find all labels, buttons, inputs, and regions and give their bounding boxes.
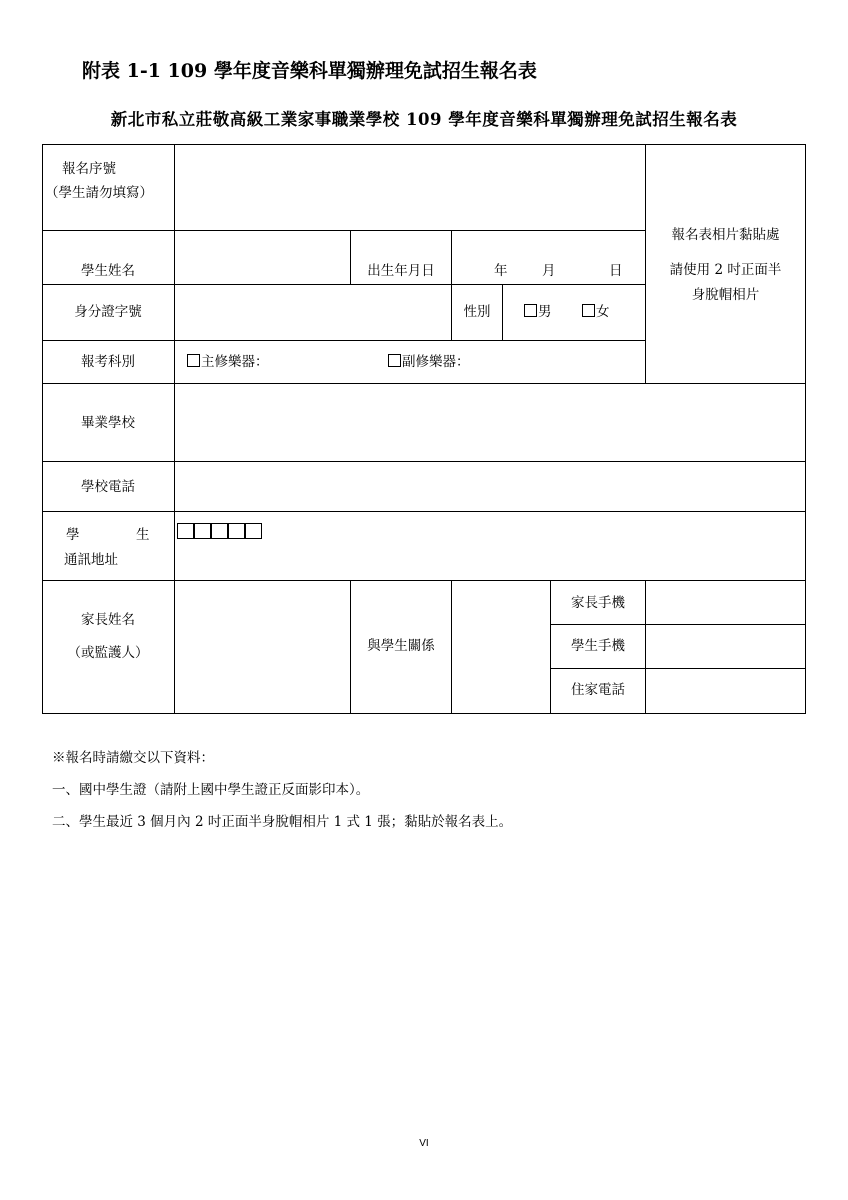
postal-code-digit[interactable] — [211, 523, 228, 539]
subject-label: 報考科別 — [81, 354, 135, 370]
gender-female-text: 女 — [596, 304, 610, 320]
checkbox-icon[interactable] — [582, 304, 595, 317]
parent-mobile-label: 家長手機 — [571, 595, 625, 611]
student-name-label: 學生姓名 — [81, 263, 135, 279]
postal-code-boxes[interactable] — [177, 523, 262, 543]
birth-date-label: 出生年月日 — [367, 263, 435, 279]
notes-heading: ※報名時請繳交以下資料： — [52, 750, 214, 766]
page-number: VI — [419, 1138, 429, 1149]
relationship-field[interactable] — [452, 581, 550, 713]
checkbox-icon[interactable] — [524, 304, 537, 317]
column-divider — [451, 230, 452, 341]
parent-name-note: （或監護人） — [67, 645, 149, 661]
registration-form-table — [42, 144, 806, 714]
form-title: 新北市私立莊敬高級工業家事職業學校 109 學年度音樂科單獨辦理免試招生報名表 — [110, 110, 738, 129]
birth-year-label[interactable]: 年 — [494, 263, 508, 279]
minor-instrument-option[interactable] — [388, 353, 470, 371]
gender-male-text: 男 — [538, 304, 552, 320]
gender-female-option[interactable] — [582, 303, 610, 321]
serial-number-label: 報名序號 — [62, 161, 116, 177]
photo-instruction: 請使用 2 吋正面半 — [669, 262, 782, 278]
major-instrument-text: 主修樂器： — [201, 354, 269, 370]
checkbox-icon[interactable] — [187, 354, 200, 367]
address-label-char-1: 學 — [66, 527, 80, 543]
row-divider — [42, 511, 806, 512]
checkbox-icon[interactable] — [388, 354, 401, 367]
parent-name-field[interactable] — [175, 581, 350, 713]
postal-code-digit[interactable] — [177, 523, 194, 539]
gender-male-option[interactable] — [524, 303, 552, 321]
student-mobile-field[interactable] — [646, 625, 805, 668]
photo-instruction-cont: 身脫帽相片 — [691, 287, 760, 303]
major-instrument-option[interactable] — [187, 353, 269, 371]
id-number-field[interactable] — [175, 285, 451, 340]
graduated-school-label: 畢業學校 — [81, 415, 135, 431]
row-divider — [42, 340, 646, 341]
photo-area-label: 報名表相片黏貼處 — [671, 227, 780, 243]
table-border-right — [805, 144, 806, 714]
school-phone-label: 學校電話 — [81, 479, 135, 495]
id-number-label: 身分證字號 — [74, 304, 142, 320]
notes-item-1: 一、國中學生證（請附上國中學生證正反面影印本）。 — [52, 782, 370, 798]
minor-instrument-text: 副修樂器： — [402, 354, 470, 370]
table-border-bottom — [42, 713, 806, 714]
serial-number-field[interactable] — [175, 144, 645, 230]
home-phone-label: 住家電話 — [571, 682, 625, 698]
relationship-label: 與學生關係 — [367, 638, 435, 654]
home-phone-field[interactable] — [646, 669, 805, 713]
student-name-field[interactable] — [175, 231, 350, 284]
birth-month-label[interactable]: 月 — [542, 263, 556, 279]
birth-day-label[interactable]: 日 — [609, 263, 623, 279]
postal-code-digit[interactable] — [228, 523, 245, 539]
address-label-char-2: 生 — [136, 527, 150, 543]
address-label: 通訊地址 — [64, 552, 118, 568]
postal-code-digit[interactable] — [194, 523, 211, 539]
notes-item-2: 二、學生最近 3 個月內 2 吋正面半身脫帽相片 1 式 1 張；黏貼於報名表上。 — [52, 814, 513, 830]
column-divider — [502, 284, 503, 341]
graduated-school-field[interactable] — [175, 384, 805, 461]
gender-label: 性別 — [463, 304, 491, 320]
student-mobile-label: 學生手機 — [571, 638, 625, 654]
postal-code-digit[interactable] — [245, 523, 262, 539]
parent-name-label: 家長姓名 — [81, 612, 135, 628]
school-phone-field[interactable] — [175, 462, 805, 511]
appendix-title: 附表 1-1 109 學年度音樂科單獨辦理免試招生報名表 — [82, 60, 537, 82]
serial-number-note: （學生請勿填寫） — [45, 185, 153, 201]
parent-mobile-field[interactable] — [646, 581, 805, 624]
